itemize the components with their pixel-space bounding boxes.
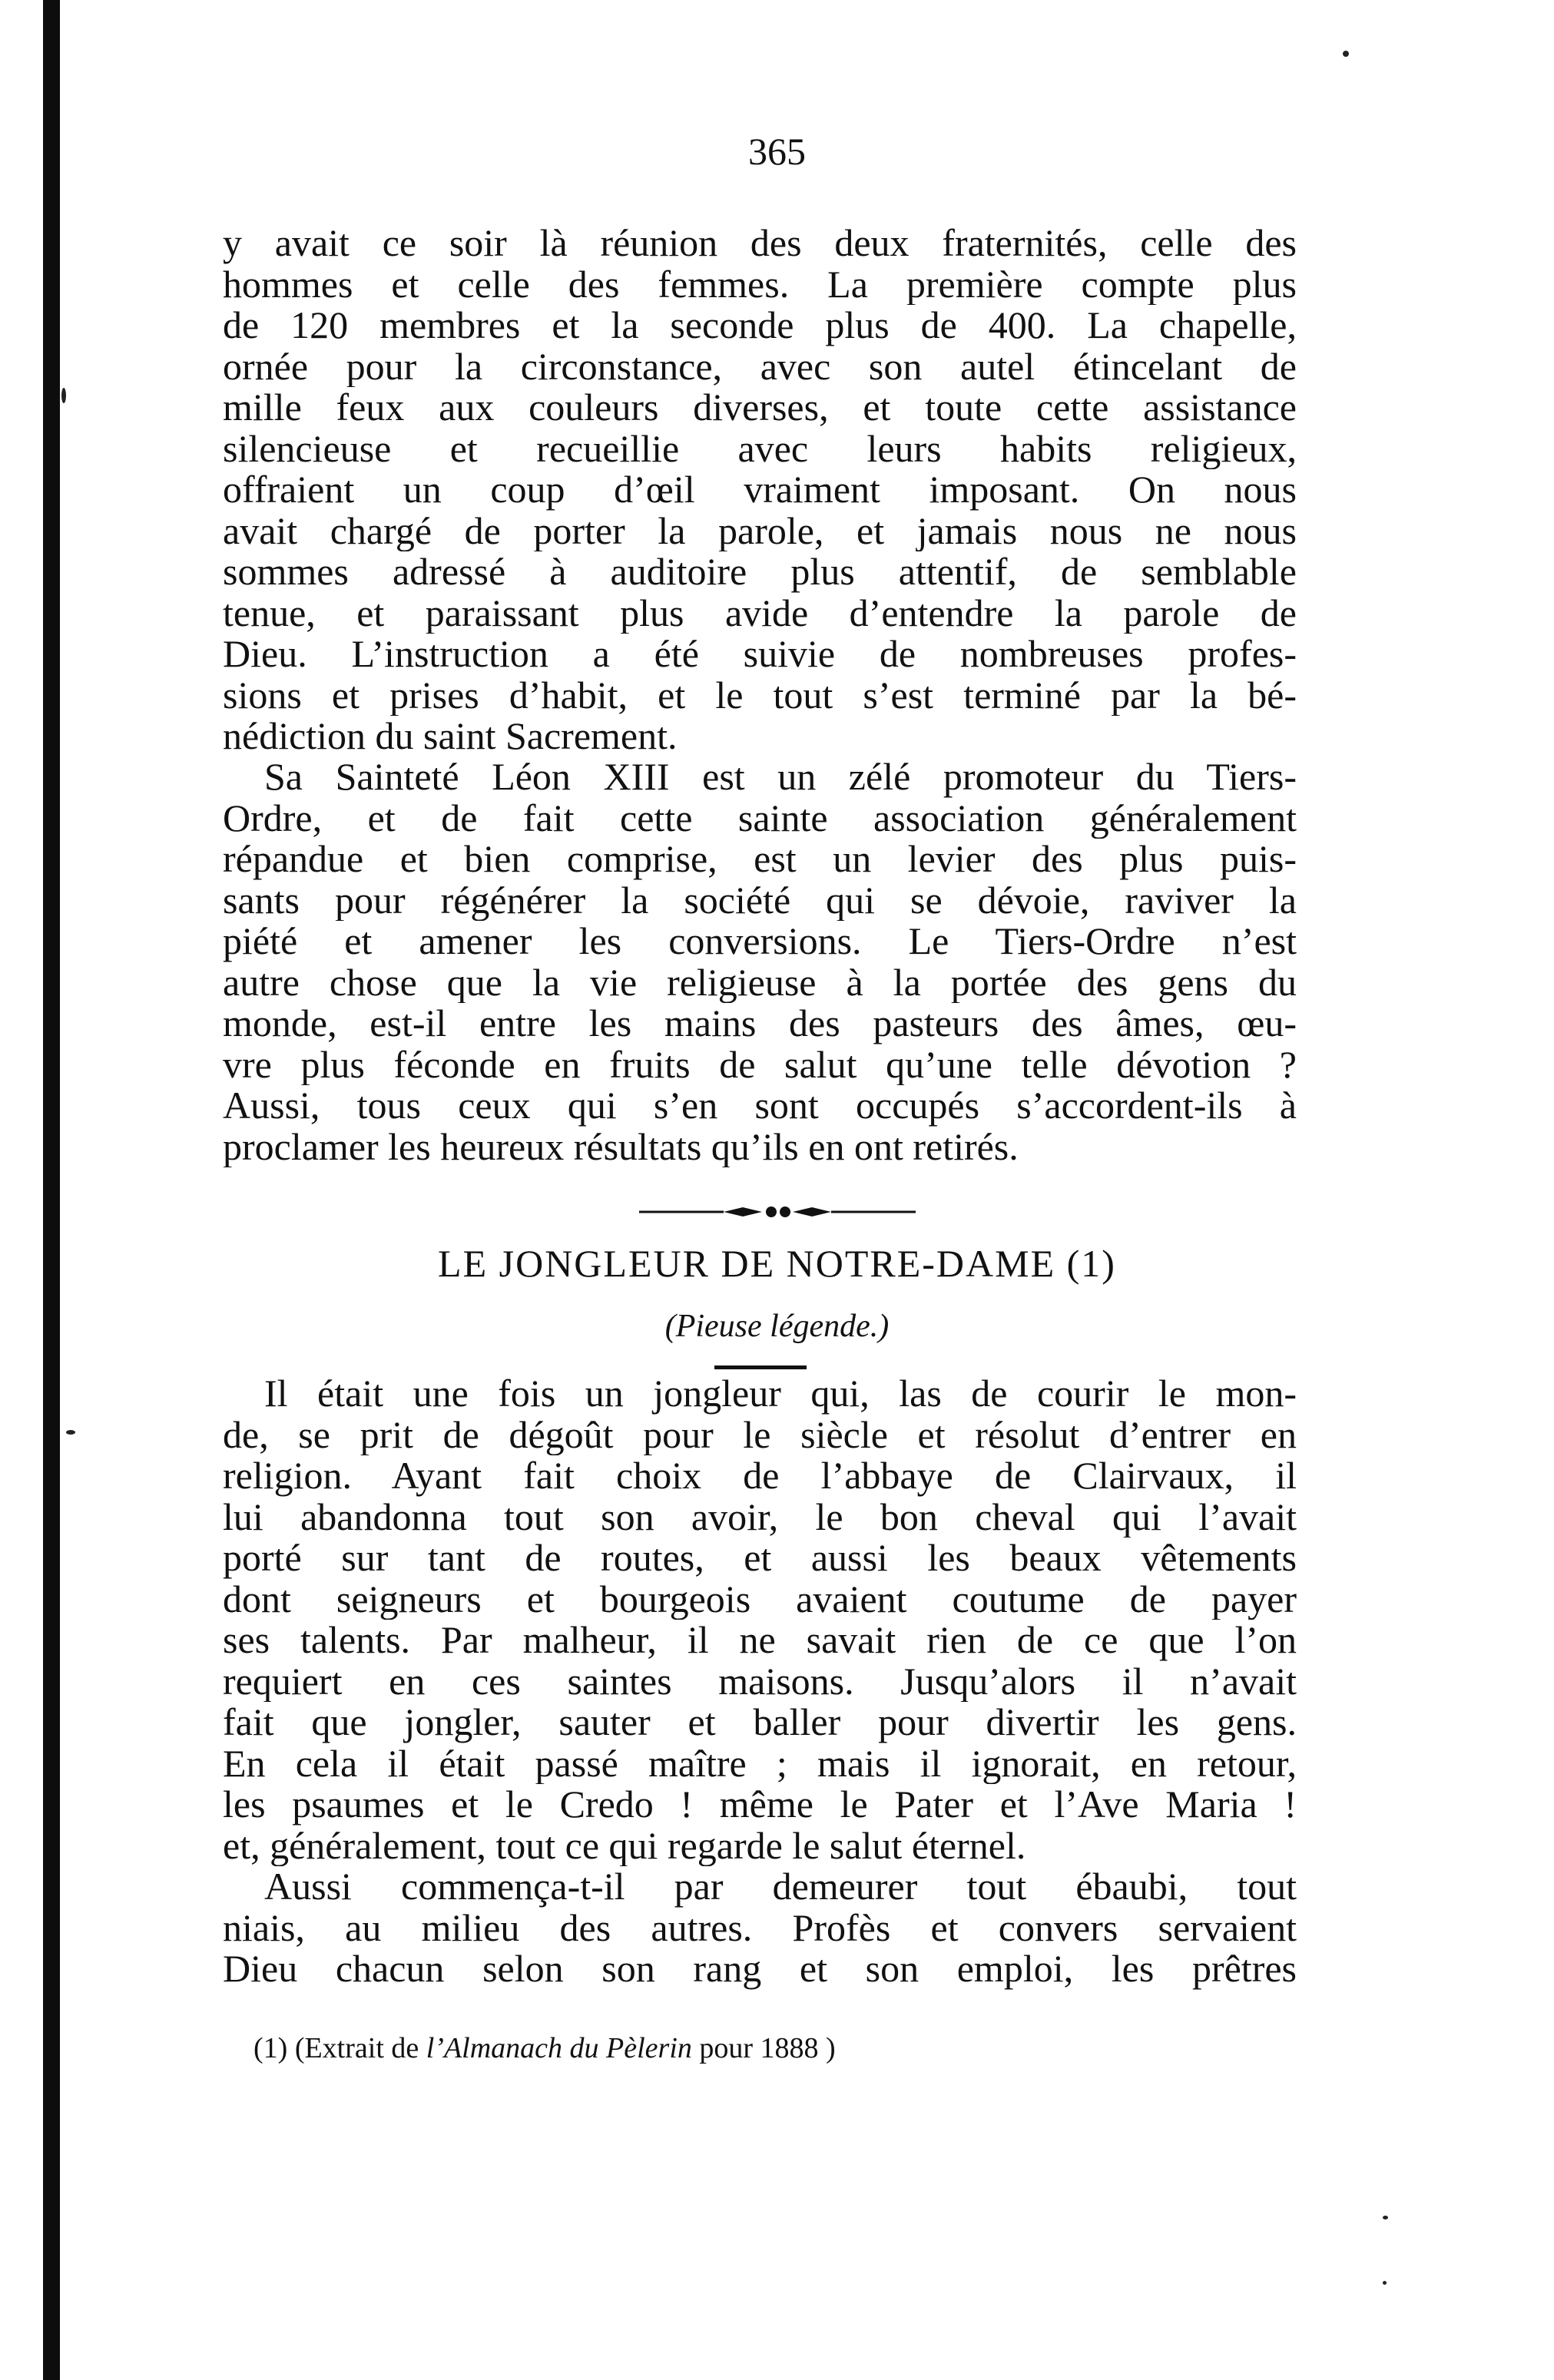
ink-speck bbox=[1343, 51, 1349, 57]
ink-speck bbox=[1383, 2216, 1388, 2219]
text-line: Il était une fois un jongleur qui, las de courir le mon- bbox=[264, 1373, 1297, 1415]
footnote bbox=[253, 2031, 836, 2067]
text-line: silencieuse et recueillie avec leurs habits religieux, bbox=[223, 428, 1297, 469]
ink-speck bbox=[1383, 2281, 1387, 2285]
text-line: sommes adressé à auditoire plus attentif, de semblable bbox=[223, 551, 1297, 593]
footnote-marker: (1) bbox=[253, 2032, 288, 2064]
binding-edge bbox=[43, 0, 60, 2380]
text-line: offraient un coup d’œil vraiment imposant. On nous bbox=[223, 469, 1297, 511]
text-line: Aussi commença-t-il par demeurer tout ébaubi, tout bbox=[264, 1866, 1297, 1908]
text-line: mille feux aux couleurs diverses, et toute cette assistance bbox=[223, 387, 1297, 429]
text-line: Aussi, tous ceux qui s’en sont occupés s’accordent-ils à bbox=[223, 1085, 1297, 1127]
text-line: sions et prises d’habit, et le tout s’est terminé par la bé- bbox=[223, 674, 1297, 716]
section-ornament bbox=[0, 1204, 1554, 1223]
ink-speck bbox=[61, 388, 66, 403]
text-line: les psaumes et le Credo ! même le Pater et l’Ave Maria ! bbox=[223, 1784, 1297, 1826]
text-line: Sa Sainteté Léon XIII est un zélé promoteur du Tiers- bbox=[264, 756, 1297, 798]
text-line: nédiction du saint Sacrement. bbox=[223, 716, 678, 757]
text-line: autre chose que la vie religieuse à la portée des gens du bbox=[223, 962, 1297, 1003]
text-line: Dieu. L’instruction a été suivie de nombreuses profes- bbox=[223, 634, 1297, 675]
section-title: LE JONGLEUR DE NOTRE-DAME (1) bbox=[438, 1242, 1116, 1285]
third-paragraph bbox=[223, 1373, 1297, 1866]
text-line: En cela il était passé maître ; mais il ignorait, en retour, bbox=[223, 1743, 1297, 1784]
text-line: et, généralement, tout ce qui regarde le salut éternel. bbox=[223, 1825, 1026, 1866]
text-line: requiert en ces saintes maisons. Jusqu’alors il n’avait bbox=[223, 1660, 1297, 1702]
ink-speck bbox=[66, 1430, 75, 1435]
text-line: avait chargé de porter la parole, et jamais nous ne nous bbox=[223, 510, 1297, 551]
text-line: vre plus féconde en fruits de salut qu’une telle dévotion ? bbox=[223, 1044, 1297, 1085]
footnote-open: (Extrait de bbox=[294, 2032, 419, 2064]
text-line: dont seigneurs et bourgeois avaient coutume de payer bbox=[223, 1578, 1297, 1620]
text-line: hommes et celle des femmes. La première compte plus bbox=[223, 263, 1297, 305]
text-line: fait que jongler, sauter et baller pour divertir les gens. bbox=[223, 1702, 1297, 1743]
text-line: Dieu chacun selon son rang et son emploi, les prêtres bbox=[223, 1948, 1297, 1990]
page-number: 365 bbox=[748, 130, 806, 173]
text-line: tenue, et paraissant plus avide d’entendre la parole de bbox=[223, 592, 1297, 634]
text-line: monde, est-il entre les mains des pasteurs des âmes, œu- bbox=[223, 1003, 1297, 1044]
text-line: répandue et bien comprise, est un levier des plus puis- bbox=[223, 839, 1297, 880]
top-paragraph bbox=[223, 223, 1297, 757]
text-line: piété et amener les conversions. Le Tiers-Ordre n’est bbox=[223, 921, 1297, 962]
text-line: ornée pour la circonstance, avec son autel étincelant de bbox=[223, 346, 1297, 387]
footnote-publication: l’Almanach du Pèlerin bbox=[426, 2032, 692, 2064]
ornament-divider-icon bbox=[639, 1204, 916, 1220]
text-line: proclamer les heureux résultats qu’ils en ont retirés. bbox=[223, 1126, 1019, 1167]
text-line: de 120 membres et la seconde plus de 400. La chapelle, bbox=[223, 305, 1297, 346]
section-subtitle: (Pieuse légende.) bbox=[664, 1309, 890, 1344]
text-line: sants pour régénérer la société qui se dévoie, raviver la bbox=[223, 879, 1297, 921]
text-line: niais, au milieu des autres. Profès et convers servaient bbox=[223, 1907, 1297, 1948]
text-line: Ordre, et de fait cette sainte association généralement bbox=[223, 797, 1297, 839]
text-line: religion. Ayant fait choix de l’abbaye de Clairvaux, il bbox=[223, 1455, 1297, 1497]
footnote-close: pour 1888 ) bbox=[699, 2032, 836, 2064]
text-line: ses talents. Par malheur, il ne savait rien de ce que l’on bbox=[223, 1620, 1297, 1661]
title-rule bbox=[714, 1365, 807, 1369]
text-line: y avait ce soir là réunion des deux fraternités, celle des bbox=[223, 223, 1297, 264]
text-line: porté sur tant de routes, et aussi les beaux vêtements bbox=[223, 1538, 1297, 1579]
text-line: de, se prit de dégoût pour le siècle et résolut d’entrer en bbox=[223, 1414, 1297, 1455]
second-paragraph bbox=[223, 756, 1297, 1167]
fourth-paragraph bbox=[223, 1866, 1297, 1990]
text-line: lui abandonna tout son avoir, le bon cheval qui l’avait bbox=[223, 1496, 1297, 1538]
